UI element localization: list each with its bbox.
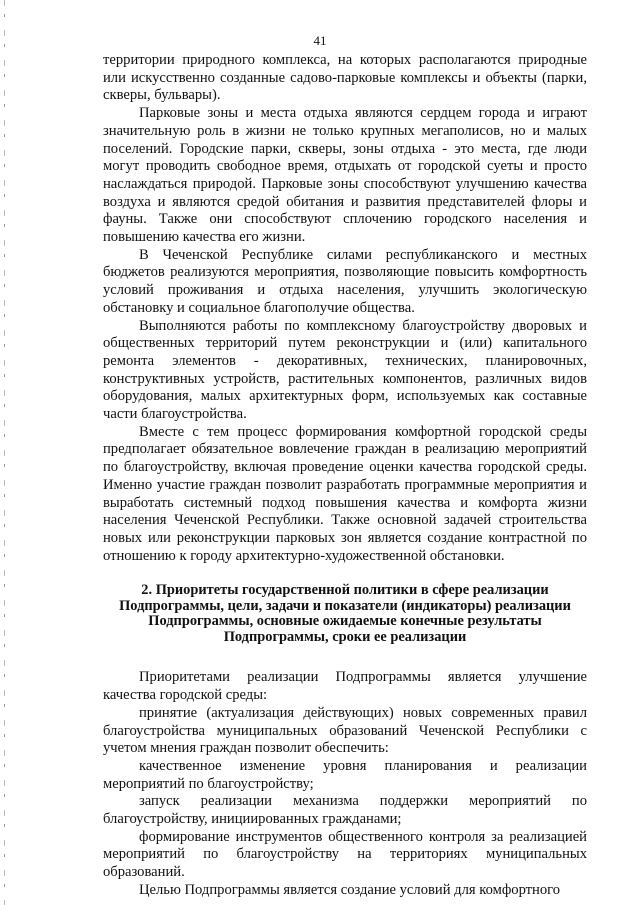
heading-line: 2. Приоритеты государственной политики в сфере реализации bbox=[141, 582, 549, 599]
heading-line: Подпрограммы, сроки ее реализации bbox=[223, 628, 467, 645]
paragraph: территории природного комплекса, на которых располагаются природные или искусственно созданные садово-парковые комплексы и объекты (парки, скверы, бульвары). bbox=[103, 52, 587, 104]
paragraph: Выполняются работы по комплексному благоустройству дворовых и общественных территорий путем реконструкции и (или) капитального ремонта элементов - декоративных, технических, планировочных, конструктивных устройств, растительных компонентов, различных видов оборудования, малых архитектурных форм, используемых как составные части благоустройства. bbox=[103, 317, 587, 423]
paragraph: Целью Подпрограммы является создание условий для комфортного bbox=[139, 881, 561, 898]
scan-edge-artifact bbox=[4, 0, 5, 905]
paragraph: Приоритетами реализации Подпрограммы является улучшение качества городской среды: bbox=[103, 669, 587, 704]
heading-line: Подпрограммы, цели, задачи и показатели (индикаторы) реализации bbox=[119, 597, 571, 614]
paragraph: формирование инструментов общественного контроля за реализацией мероприятий по благоустройству на территориях муниципальных образований. bbox=[103, 828, 587, 881]
section-heading bbox=[103, 583, 587, 645]
priorities-section bbox=[103, 669, 587, 899]
paragraph: В Чеченской Республике силами республиканского и местных бюджетов реализуются мероприятия, позволяющие повысить комфортность условий проживания и отдыха населения, улучшить экологическую обстановку и социальное благополучие общества. bbox=[103, 246, 587, 316]
paragraph: Вместе с тем процесс формирования комфортной городской среды предполагает обязательное вовлечение граждан в реализацию мероприятий по благоустройству, включая проведение оценки качества городской среды. Именно участие граждан позволит разработать программные мероприятия и выработать системный подход повышения качества и комфорта жизни населения Чеченской Республики. Также основной задачей строительства новых или реконструкции парковых зон является создание контрастной по отношению к городу архитектурно-художественной обстановки. bbox=[103, 423, 587, 564]
paragraph: качественное изменение уровня планирования и реализации мероприятий по благоустройству; bbox=[103, 757, 587, 792]
paragraph: Парковые зоны и места отдыха являются сердцем города и играют значительную роль в жизни не только крупных мегаполисов, но и малых поселений. Городские парки, скверы, зоны отдыха - это места, где люди могут проводить свободное время, отдыхать от городской суеты и просто наслаждаться природой. Парковые зоны способствуют улучшению качества воздуха и являются средой обитания и развития представителей флоры и фауны. Также они способствуют сплочению городского населения и повышению качества его жизни. bbox=[103, 105, 587, 246]
intro-section bbox=[103, 52, 587, 565]
paragraph: принятие (актуализация действующих) новых современных правил благоустройства муниципальных образований Чеченской Республики с учетом мнения граждан позволит обеспечить: bbox=[103, 704, 587, 757]
heading-line: Подпрограммы, основные ожидаемые конечные результаты bbox=[148, 613, 542, 630]
paragraph: запуск реализации механизма поддержки мероприятий по благоустройству, инициированных гражданами; bbox=[103, 793, 587, 828]
page-number: 41 bbox=[313, 33, 327, 48]
document-body bbox=[103, 52, 587, 900]
